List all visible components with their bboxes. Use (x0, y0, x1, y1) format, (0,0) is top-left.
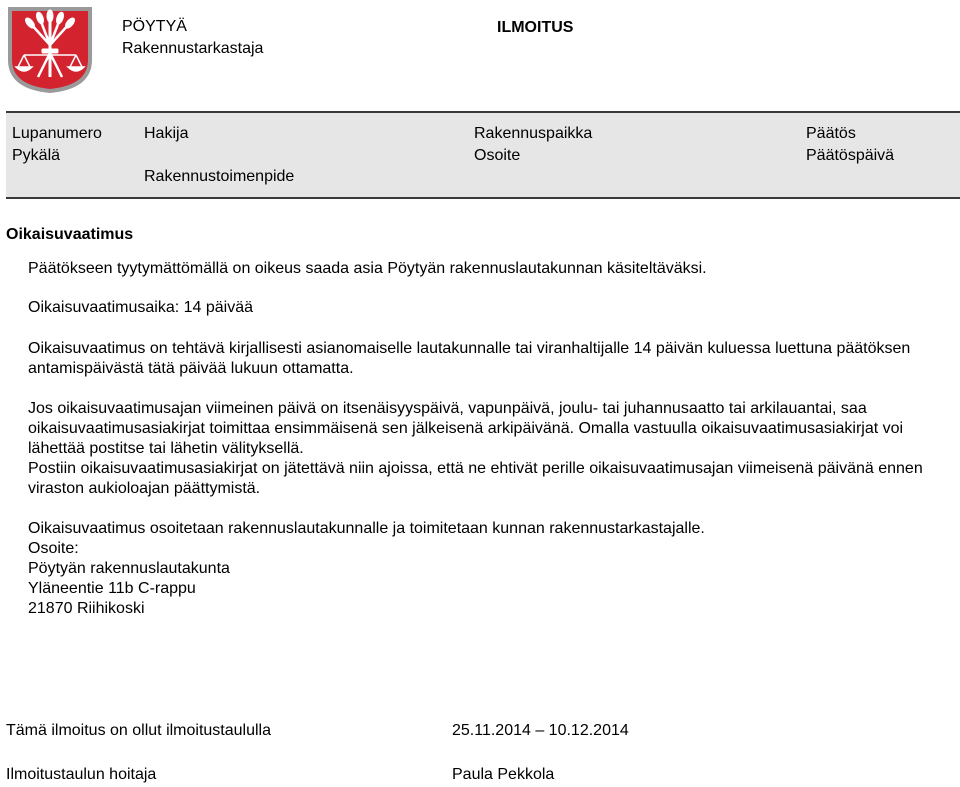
coat-of-arms-logo (6, 5, 94, 95)
osoite-label: Osoite (474, 147, 521, 164)
municipality-name: PÖYTYÄ (122, 18, 187, 35)
paragraph-text: Oikaisuvaatimus on tehtävä kirjallisesti asianomaiselle lautakunnalle tai viranhaltijalle 14 päivän kuluessa luettuna päätöksen antamispäivästä tätä päivää lukuun ottamatta. (28, 340, 911, 377)
paragraph-text: Oikaisuvaatimus osoitetaan rakennuslautakunnalle ja toimitetaan kunnan rakennustarkastajalle. (28, 520, 705, 537)
paragraph-text: Postiin oikaisuvaatimusasiakirjat on jätettävä niin ajoissa, että ne ehtivät perille oikaisuvaatimusajan viimeisenä päivänä ennen viraston aukioloajan päättymistä. (28, 460, 923, 497)
address-line: Pöytyän rakennuslautakunta (28, 560, 230, 577)
paragraph-appeal-period (28, 298, 948, 318)
board-keeper-label: Ilmoitustaulun hoitaja (6, 766, 157, 783)
paatospaiva-label: Päätöspäivä (806, 147, 895, 164)
board-keeper-name: Paula Pekkola (452, 766, 555, 783)
notice-period-dates: 25.11.2014 – 10.12.2014 (452, 722, 629, 739)
paragraph-right-to-appeal (28, 259, 948, 279)
rakennuspaikka-label: Rakennuspaikka (474, 125, 593, 142)
department-name: Rakennustarkastaja (122, 40, 264, 57)
paragraph-text: Päätökseen tyytymättömällä on oikeus saada asia Pöytyän rakennuslautakunnan käsiteltäväksi. (28, 260, 707, 277)
document-type-title: ILMOITUS (497, 19, 574, 36)
pykala-label: Pykälä (12, 147, 61, 164)
hakija-label: Hakija (144, 125, 189, 142)
address-line: 21870 Riihikoski (28, 600, 145, 617)
paragraph-holiday-rule (28, 399, 948, 499)
paragraph-text: Jos oikaisuvaatimusajan viimeinen päivä on itsenäisyyspäivä, vapunpäivä, joulu- tai juhannusaatto tai arkilauantai, saa oikaisuvaatimusasiakirjat toimittaa ensimmäisenä sen jälkeisenä arkipäivänä. Omalla vastuulla oikaisuvaatimusasiakirjat voi lähettää postitse tai lähetin välityksellä. (28, 400, 904, 457)
paragraph-address-block (28, 519, 948, 619)
paragraph-text: Oikaisuvaatimusaika: 14 päivää (28, 299, 254, 316)
notice-period-label: Tämä ilmoitus on ollut ilmoitustaululla (6, 722, 271, 739)
rakennustoimenpide-label: Rakennustoimenpide (144, 168, 295, 185)
address-label: Osoite: (28, 540, 79, 557)
paatos-label: Päätös (806, 125, 856, 142)
lupanumero-label: Lupanumero (12, 125, 102, 142)
paragraph-appeal-instructions (28, 339, 948, 379)
section-title: Oikaisuvaatimus (6, 226, 134, 243)
address-line: Yläneentie 11b C-rappu (28, 580, 196, 597)
